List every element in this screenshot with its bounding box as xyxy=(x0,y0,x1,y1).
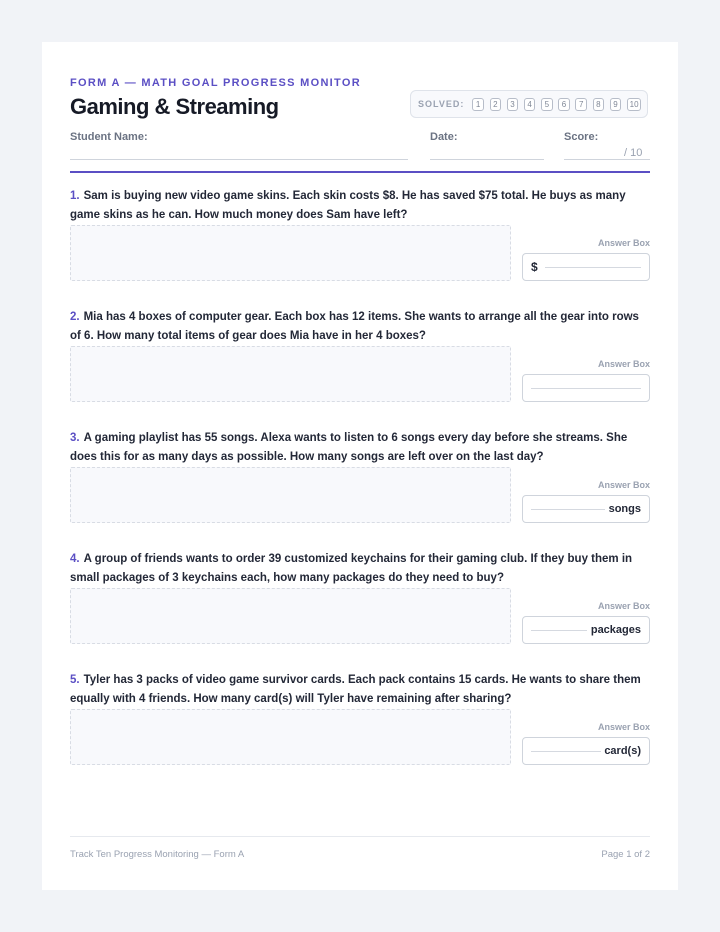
page-title: Gaming & Streaming xyxy=(70,94,279,119)
work-area[interactable] xyxy=(70,225,511,281)
solved-chip-5[interactable]: 5 xyxy=(541,98,553,111)
score-field[interactable] xyxy=(564,159,650,160)
question-number: 4. xyxy=(70,553,80,565)
worksheet-content xyxy=(70,42,650,890)
answer-box-label: Answer Box xyxy=(597,722,650,732)
solved-chip-8[interactable]: 8 xyxy=(593,98,605,111)
score-suffix: / 10 xyxy=(624,147,643,159)
solved-chip-1[interactable]: 1 xyxy=(472,98,484,111)
solved-chip-7[interactable]: 7 xyxy=(575,98,587,111)
question-text xyxy=(70,308,650,345)
answer-box[interactable] xyxy=(522,495,650,523)
answer-box[interactable] xyxy=(522,253,650,281)
answer-prefix: $ xyxy=(531,260,538,274)
work-area[interactable] xyxy=(70,346,511,402)
answer-line xyxy=(531,630,587,631)
work-area[interactable] xyxy=(70,467,511,523)
footer-divider xyxy=(70,836,650,837)
answer-box-label: Answer Box xyxy=(597,359,650,369)
answer-box-label: Answer Box xyxy=(597,480,650,490)
question-text xyxy=(70,429,650,466)
page-number: Page 1 of 2 xyxy=(601,849,650,860)
solved-chip-10[interactable]: 10 xyxy=(627,98,641,111)
question-number: 2. xyxy=(70,311,80,323)
worksheet-page xyxy=(42,42,678,890)
question-number: 3. xyxy=(70,432,80,444)
form-tag: FORM A — MATH GOAL PROGRESS MONITOR xyxy=(70,77,361,89)
work-area[interactable] xyxy=(70,588,511,644)
question-text xyxy=(70,550,650,587)
answer-unit: songs xyxy=(608,503,641,515)
date-label: Date: xyxy=(430,131,458,143)
solved-chip-4[interactable]: 4 xyxy=(524,98,536,111)
student-name-field[interactable] xyxy=(70,159,408,160)
solved-chip-2[interactable]: 2 xyxy=(490,98,502,111)
header-divider xyxy=(70,171,650,173)
question-number: 1. xyxy=(70,190,80,202)
answer-line xyxy=(531,388,641,389)
question-body: Sam is buying new video game skins. Each skin costs $8. He has saved $75 total. He buys as many game skins as he can. How much money does Sam have left? xyxy=(70,190,626,221)
work-area[interactable] xyxy=(70,709,511,765)
answer-line xyxy=(531,509,605,510)
answer-unit: packages xyxy=(590,624,641,636)
answer-unit: card(s) xyxy=(604,745,641,757)
answer-box-label: Answer Box xyxy=(597,238,650,248)
solved-chip-3[interactable]: 3 xyxy=(507,98,519,111)
question-body: A gaming playlist has 55 songs. Alexa wants to listen to 6 songs every day before she streams. She does this for as many days as possible. How many songs are left over on the last day? xyxy=(70,432,628,463)
answer-line xyxy=(545,267,641,268)
answer-box-label: Answer Box xyxy=(597,601,650,611)
solved-chip-9[interactable]: 9 xyxy=(610,98,622,111)
answer-box[interactable] xyxy=(522,737,650,765)
question-text xyxy=(70,671,650,708)
score-label: Score: xyxy=(564,131,599,143)
date-field[interactable] xyxy=(430,159,544,160)
question-number: 5. xyxy=(70,674,80,686)
answer-line xyxy=(531,751,601,752)
question-body: Mia has 4 boxes of computer gear. Each box has 12 items. She wants to arrange all the gear into rows of 6. How many total items of gear does Mia have in her 4 boxes? xyxy=(70,311,639,342)
answer-box[interactable] xyxy=(522,616,650,644)
solved-chip-6[interactable]: 6 xyxy=(558,98,570,111)
student-name-label: Student Name: xyxy=(70,131,148,143)
solved-tracker xyxy=(410,90,648,118)
question-text xyxy=(70,187,650,224)
solved-label: SOLVED: xyxy=(418,99,465,109)
question-body: Tyler has 3 packs of video game survivor cards. Each pack contains 15 cards. He wants to share them equally with 4 friends. How many card(s) will Tyler have remaining after sharing? xyxy=(70,674,641,705)
answer-box[interactable] xyxy=(522,374,650,402)
footer-title: Track Ten Progress Monitoring — Form A xyxy=(70,849,245,860)
question-body: A group of friends wants to order 39 customized keychains for their gaming club. If they buy them in small packages of 3 keychains each, how many packages do they need to buy? xyxy=(70,553,633,584)
